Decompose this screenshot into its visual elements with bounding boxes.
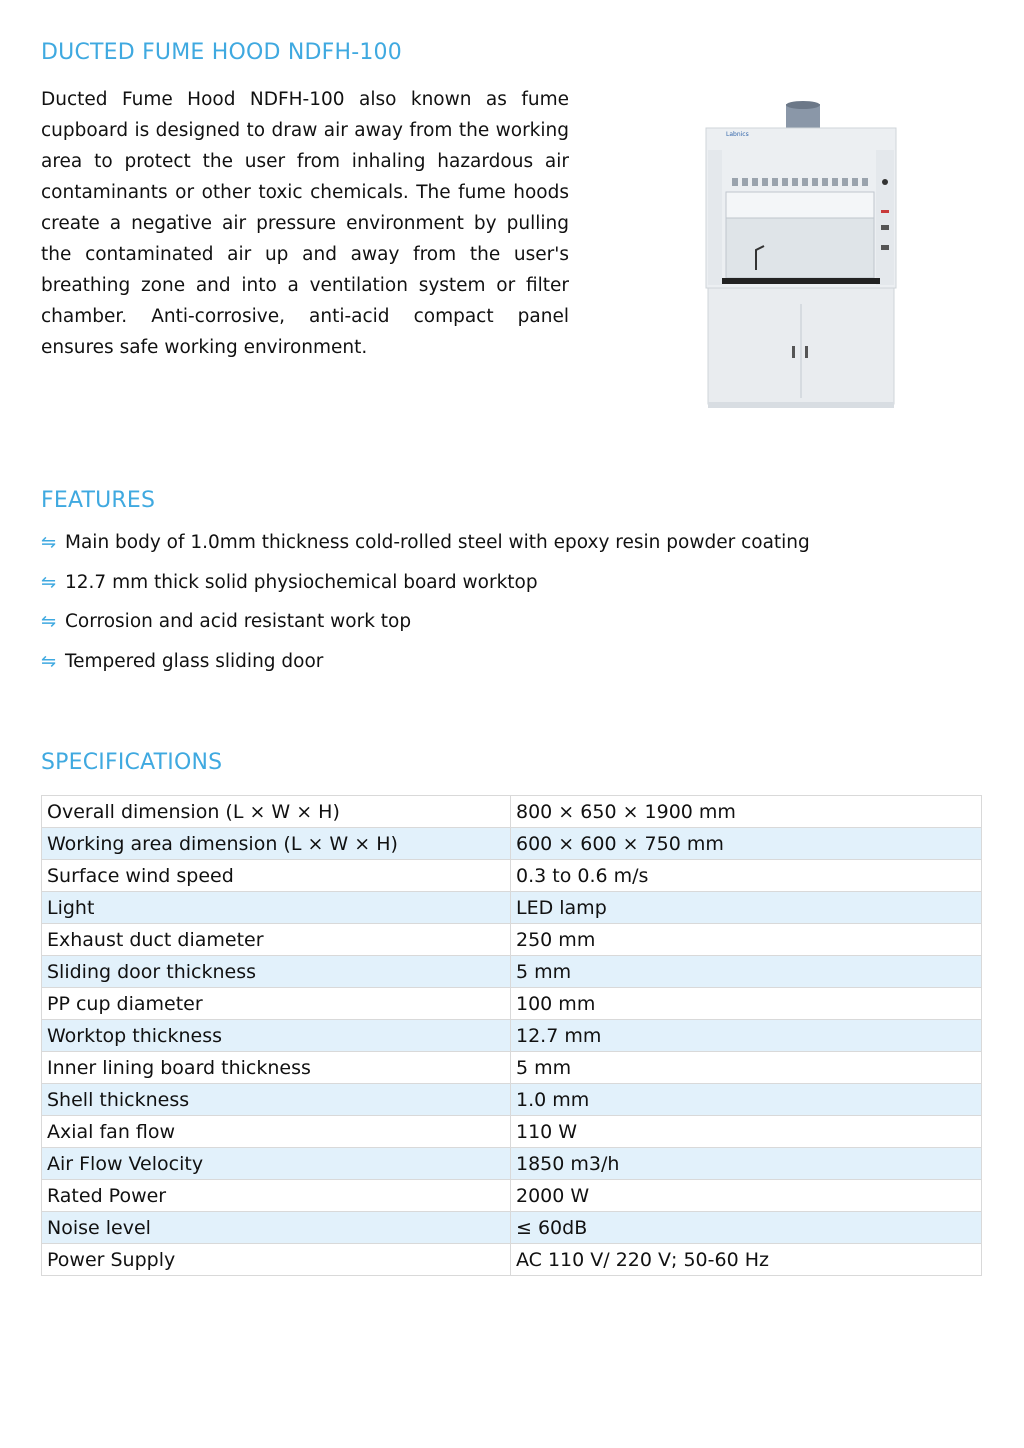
spec-value: AC 110 V/ 220 V; 50-60 Hz — [511, 1244, 982, 1276]
table-row — [42, 892, 982, 924]
table-row — [42, 988, 982, 1020]
table-row — [42, 956, 982, 988]
spec-label: Working area dimension (L × W × H) — [42, 828, 511, 860]
specifications-heading: SPECIFICATIONS — [41, 750, 223, 775]
feature-text: Corrosion and acid resistant work top — [65, 611, 412, 633]
table-row — [42, 828, 982, 860]
list-item — [41, 572, 810, 612]
spec-value: 12.7 mm — [511, 1020, 982, 1052]
list-item — [41, 532, 810, 572]
spec-label: Exhaust duct diameter — [42, 924, 511, 956]
spec-value: 250 mm — [511, 924, 982, 956]
fume-hood-product-image — [696, 100, 906, 410]
feature-text: 12.7 mm thick solid physiochemical board worktop — [65, 571, 538, 593]
spec-label: Power Supply — [42, 1244, 511, 1276]
spec-label: Sliding door thickness — [42, 956, 511, 988]
spec-value: 800 × 650 × 1900 mm — [511, 796, 982, 828]
swap-arrows-icon: ⇋ — [41, 532, 57, 553]
spec-value: 2000 W — [511, 1180, 982, 1212]
table-row — [42, 796, 982, 828]
features-list — [41, 532, 810, 690]
spec-value: 100 mm — [511, 988, 982, 1020]
swap-arrows-icon: ⇋ — [41, 571, 57, 593]
table-row — [42, 1244, 982, 1276]
spec-label: Shell thickness — [42, 1084, 511, 1116]
spec-label: Light — [42, 892, 511, 924]
spec-label: Air Flow Velocity — [42, 1148, 511, 1180]
swap-arrows-icon: ⇋ — [41, 611, 57, 633]
feature-text: Main body of 1.0mm thickness cold-rolled steel with epoxy resin powder coating — [65, 532, 810, 553]
spec-label: Rated Power — [42, 1180, 511, 1212]
page-title: DUCTED FUME HOOD NDFH-100 — [41, 40, 402, 65]
table-row — [42, 1116, 982, 1148]
spec-label: Inner lining board thickness — [42, 1052, 511, 1084]
spec-value: 5 mm — [511, 1052, 982, 1084]
intro-paragraph: Ducted Fume Hood NDFH-100 also known as fume cupboard is designed to draw air away from the working area to protect the user from inhaling hazardous air contaminants or other toxic chemicals. The fume hoods create a negative air pressure environment by pulling the contaminated air up and away from the user's breathing zone and into a ventilation system or filter chamber. Anti-corrosive, anti-acid compact panel ensures safe working environment. — [41, 89, 569, 358]
spec-value: LED lamp — [511, 892, 982, 924]
table-row — [42, 1020, 982, 1052]
table-row — [42, 860, 982, 892]
table-row — [42, 1212, 982, 1244]
spec-value: 600 × 600 × 750 mm — [511, 828, 982, 860]
table-row — [42, 1148, 982, 1180]
spec-label: Overall dimension (L × W × H) — [42, 796, 511, 828]
list-item — [41, 611, 810, 651]
list-item — [41, 651, 810, 691]
brand-label: Labnics — [726, 131, 749, 138]
spec-label: Surface wind speed — [42, 860, 511, 892]
spec-label: Noise level — [42, 1212, 511, 1244]
spec-value: 1.0 mm — [511, 1084, 982, 1116]
spec-value: ≤ 60dB — [511, 1212, 982, 1244]
table-row — [42, 1084, 982, 1116]
table-row — [42, 924, 982, 956]
spec-label: Axial fan flow — [42, 1116, 511, 1148]
swap-arrows-icon: ⇋ — [41, 650, 57, 672]
table-row — [42, 1180, 982, 1212]
spec-value: 110 W — [511, 1116, 982, 1148]
specifications-table — [41, 795, 982, 1276]
spec-value: 1850 m3/h — [511, 1148, 982, 1180]
table-row — [42, 1052, 982, 1084]
spec-value: 5 mm — [511, 956, 982, 988]
spec-value: 0.3 to 0.6 m/s — [511, 860, 982, 892]
spec-label: PP cup diameter — [42, 988, 511, 1020]
spec-label: Worktop thickness — [42, 1020, 511, 1052]
feature-text: Tempered glass sliding door — [65, 650, 324, 672]
features-heading: FEATURES — [41, 488, 156, 513]
